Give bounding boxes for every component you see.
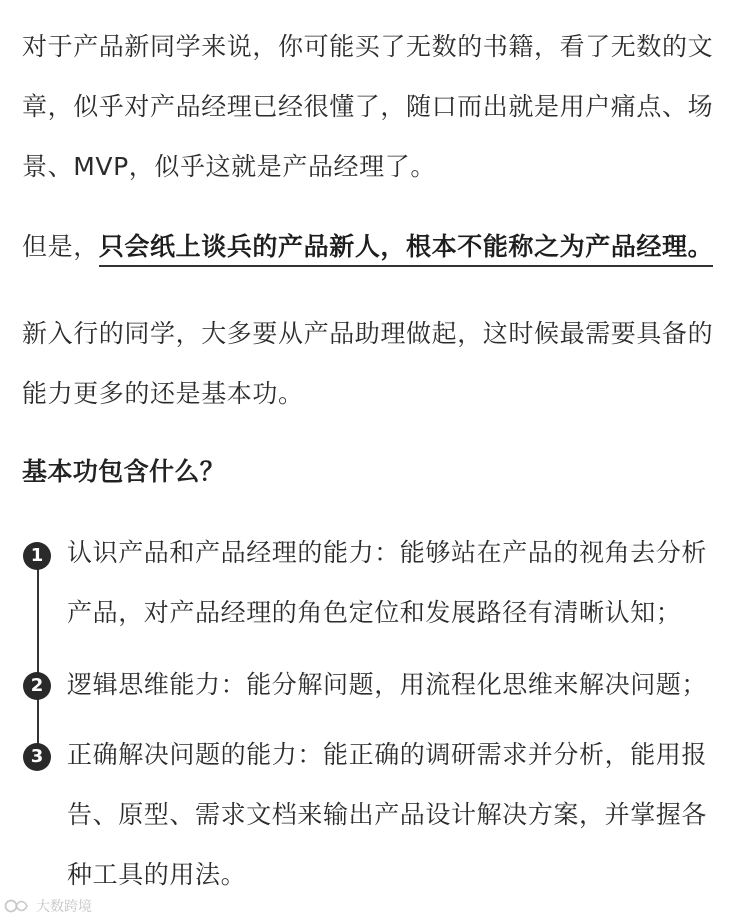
list-connector-line [37, 556, 39, 758]
context-paragraph: 新入行的同学，大多要从产品助理做起，这时候最需要具备的能力更多的还是基本功。 [22, 319, 714, 408]
section-heading: 基本功包含什么？ [22, 457, 226, 486]
number-badge: 1 [23, 542, 51, 570]
list-item-text: 正确解决问题的能力：能正确的调研需求并分析，能用报告、原型、需求文档来输出产品设计解决方案，并掌握各种工具的用法。 [67, 740, 708, 889]
logo-icon [4, 897, 32, 915]
emphasis-text: 只会纸上谈兵的产品新人，根本不能称之为产品经理。 [99, 232, 713, 267]
emphasis-prefix: 但是， [22, 232, 99, 261]
list-item-text: 认识产品和产品经理的能力：能够站在产品的视角去分析产品，对产品经理的角色定位和发展路径有清晰认知； [67, 538, 708, 627]
intro-paragraph: 对于产品新同学来说，你可能买了无数的书籍，看了无数的文章，似乎对产品经理已经很懂了，随口而出就是用户痛点、场景、MVP，似乎这就是产品经理了。 [22, 32, 714, 181]
number-badge: 3 [23, 743, 51, 771]
watermark [4, 894, 92, 918]
emphasis-paragraph [22, 217, 728, 277]
list-item-text: 逻辑思维能力：能分解问题，用流程化思维来解决问题； [67, 670, 708, 699]
watermark-text: 大数跨境 [36, 899, 92, 915]
number-badge: 2 [23, 672, 51, 700]
